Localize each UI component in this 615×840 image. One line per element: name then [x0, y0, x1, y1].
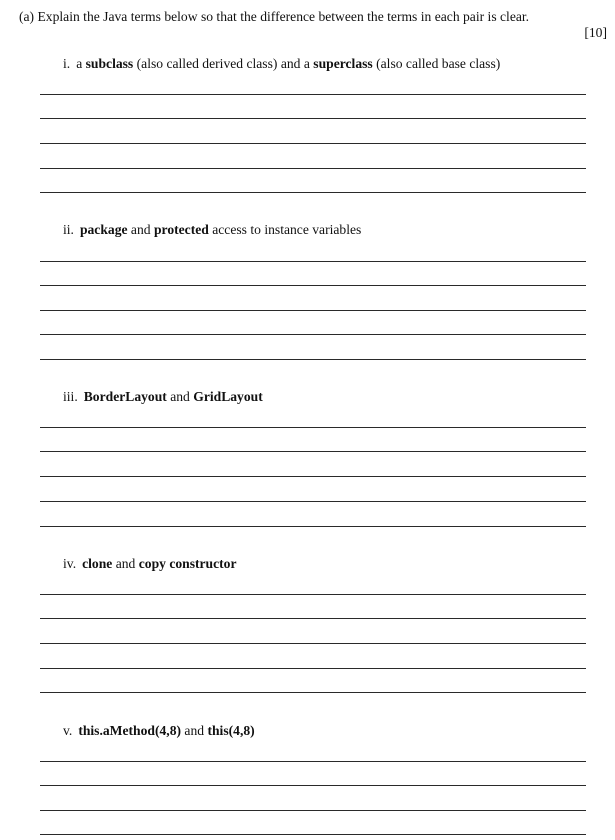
answer-line[interactable]	[40, 785, 586, 786]
part-label	[63, 556, 237, 572]
part-term: subclass	[85, 56, 134, 71]
answer-line[interactable]	[40, 692, 586, 693]
part-text-segment: access to instance variables	[208, 222, 362, 237]
part-term: package	[79, 222, 128, 237]
answer-line[interactable]	[40, 834, 586, 835]
part-number: iv.	[63, 556, 77, 571]
part-text-segment: and	[127, 222, 154, 237]
part-term: GridLayout	[193, 389, 263, 404]
answer-line[interactable]	[40, 526, 586, 527]
question-intro: (a) Explain the Java terms below so that the difference between the terms in each pair is clear.	[19, 9, 530, 24]
part-text-segment: and	[181, 723, 208, 738]
answer-line[interactable]	[40, 192, 586, 193]
answer-line[interactable]	[40, 643, 586, 644]
part-number: ii.	[63, 222, 74, 237]
part-number: v.	[63, 723, 73, 738]
part-text	[80, 222, 361, 237]
part-text	[76, 56, 500, 71]
part-label	[63, 222, 361, 238]
part-text	[82, 556, 236, 571]
answer-line[interactable]	[40, 501, 586, 502]
part-text-segment: and	[112, 556, 139, 571]
answer-line[interactable]	[40, 618, 586, 619]
answer-line[interactable]	[40, 476, 586, 477]
answer-line[interactable]	[40, 594, 586, 595]
part-term: superclass	[313, 56, 373, 71]
answer-line[interactable]	[40, 261, 586, 262]
answer-line[interactable]	[40, 310, 586, 311]
answer-line[interactable]	[40, 359, 586, 360]
part-text-segment: (also called base class)	[372, 56, 501, 71]
answer-line[interactable]	[40, 143, 586, 144]
part-label	[63, 56, 500, 72]
part-term: clone	[82, 556, 113, 571]
answer-line[interactable]	[40, 285, 586, 286]
answer-line[interactable]	[40, 761, 586, 762]
part-term: BorderLayout	[83, 389, 167, 404]
answer-line[interactable]	[40, 427, 586, 428]
part-label	[63, 723, 255, 739]
part-text-segment: (also called derived class) and a	[133, 56, 314, 71]
part-text	[78, 723, 254, 738]
answer-line[interactable]	[40, 118, 586, 119]
part-text	[84, 389, 263, 404]
answer-line[interactable]	[40, 334, 586, 335]
part-number: iii.	[63, 389, 78, 404]
part-text-segment: a	[76, 56, 86, 71]
part-text-segment: and	[166, 389, 194, 404]
answer-line[interactable]	[40, 168, 586, 169]
answer-line[interactable]	[40, 451, 586, 452]
part-term: this(4,8)	[207, 723, 255, 738]
part-term: copy constructor	[138, 556, 237, 571]
part-number: i.	[63, 56, 71, 71]
part-label	[63, 389, 263, 405]
answer-line[interactable]	[40, 668, 586, 669]
answer-line[interactable]	[40, 810, 586, 811]
part-term: protected	[153, 222, 209, 237]
answer-line[interactable]	[40, 94, 586, 95]
part-term: this.aMethod(4,8)	[78, 723, 182, 738]
marks-label: [10]	[584, 25, 607, 40]
